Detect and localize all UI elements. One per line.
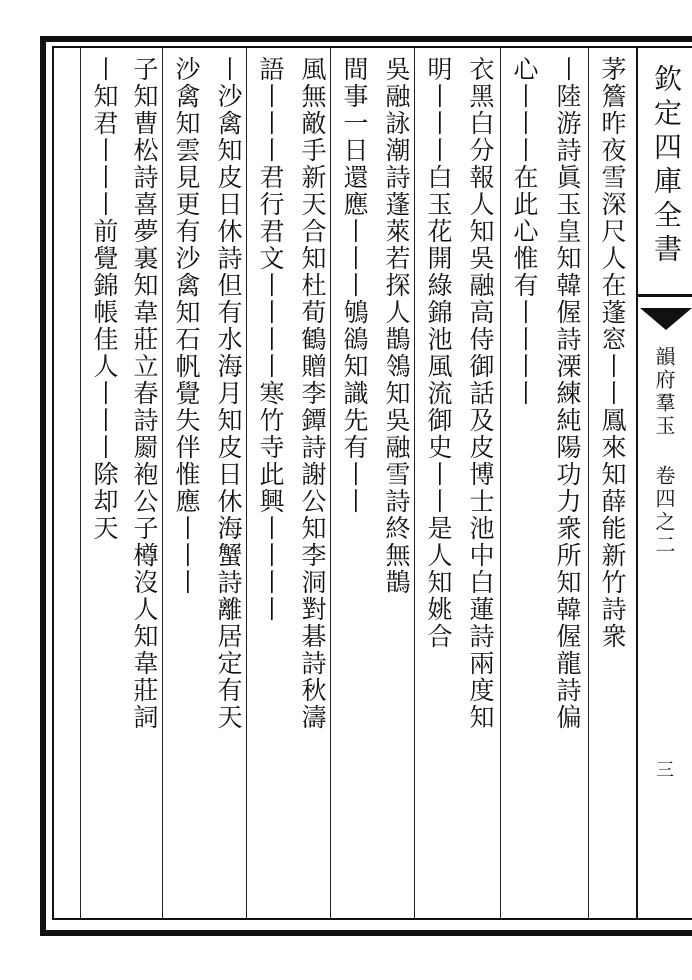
text-column (164, 50, 208, 920)
fishtail-mark-icon (640, 308, 692, 330)
column-text: 衣黑白分報人知吳融高侍御話及皮博士池中白蓮詩兩度知 (466, 56, 495, 731)
text-column (458, 50, 502, 920)
column-text: 茅簷昨夜雪深尺人在蓬窓丨丨鳳來知薛能新竹詩衆 (598, 56, 627, 650)
column-text: 語丨丨丨君行君文丨丨丨丨寒竹寺此興丨丨丨丨 (256, 56, 285, 623)
column-text: 風無敵手新天合知杜荀鶴贈李鐔詩謝公知李洞對碁詩秋濤 (298, 56, 327, 731)
column-text: 心丨丨丨在此心惟有丨丨丨丨 (510, 56, 539, 407)
column-text: 明丨丨丨白玉花開綠錦池風流御史丨丨是人知姚合 (424, 56, 453, 650)
column-text: 沙禽知雲見更有沙禽知石帆覺失伴惟應丨丨丨 (172, 56, 201, 596)
margin-divider (638, 294, 692, 297)
margin-title: 欽定四庫全書 (650, 64, 683, 268)
margin-page-number: 三 (653, 760, 674, 778)
text-column (332, 50, 376, 920)
column-text: 丨陸游詩眞玉皇知韓偓詩溧練純陽功力衆所知韓偓龍詩偏 (553, 56, 582, 731)
column-text: 丨知君丨丨丨前覺錦帳佳人丨丨丨除却天 (90, 56, 119, 542)
text-column (545, 50, 589, 920)
column-text: 吳融詠潮詩蓬萊若探人鵲鴒知吳融雪詩終無鵲 (382, 56, 411, 596)
text-column (122, 50, 166, 920)
text-column (374, 50, 418, 920)
text-column (416, 50, 460, 920)
text-column (502, 50, 546, 920)
text-column (248, 50, 292, 920)
text-column (60, 50, 104, 920)
text-column (590, 50, 634, 920)
column-text: 子知曹松詩喜夢裏知韋莊立春詩罽袍公子樽沒人知韋莊詞 (130, 56, 159, 731)
column-text: 間事一日還應丨丨丨鴝鵒知識先有丨丨 (340, 56, 369, 515)
inner-rule-left (52, 46, 54, 920)
column-text: 丨沙禽知皮日休詩但有水海月知皮日休海蟹詩離居定有天 (214, 56, 243, 731)
inner-rule-top (52, 46, 692, 48)
text-column (206, 50, 250, 920)
text-column (290, 50, 334, 920)
margin-subtitle: 韻府羣玉 卷四之二 (652, 346, 676, 557)
